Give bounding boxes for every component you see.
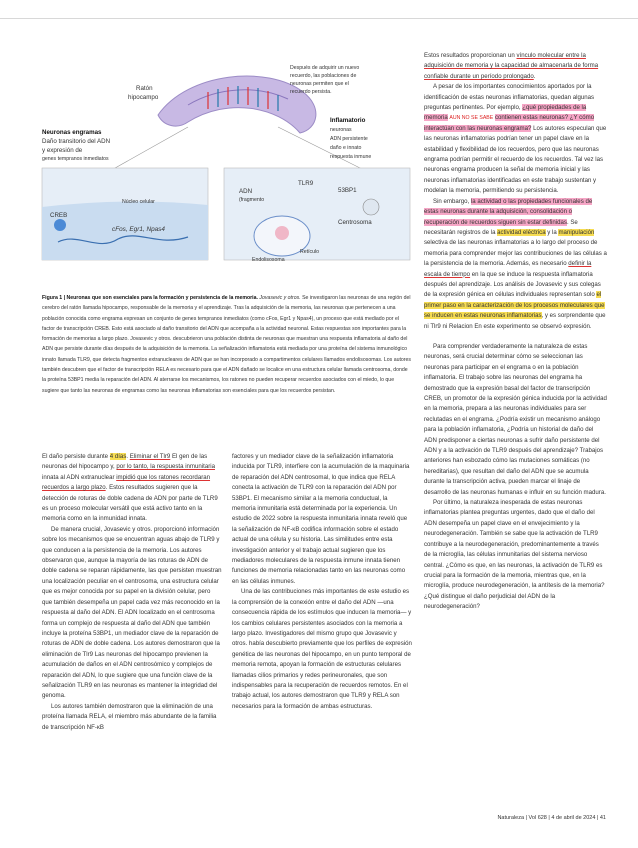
svg-text:recuerdo, las poblaciones de: recuerdo, las poblaciones de <box>290 73 357 79</box>
svg-text:Daño transitorio del ADN: Daño transitorio del ADN <box>42 138 111 145</box>
svg-text:y expresión de: y expresión de <box>42 147 83 154</box>
svg-text:Después de adquirir un nuevo: Después de adquirir un nuevo <box>290 65 360 71</box>
column-3: Estos resultados proporcionan un vínculo molecular entre la adquisición de memoria y la capacidad de almacenarla de forma confiable durante un período prolongado. A pesar de los importantes conocimientos aportados por la identificación de estas neuronas inflamatorias, quedan algunas preguntas pertinentes. Por ejemplo, ¿qué propiedades de la memoria AUN NO SE SABE contienen estas neuronas? ¿Y cómo interactúan con las neuronas engrama? Los autores especulan que las neuronas inflamatorias podrían tener un papel clave en la estabilidad y flexibilidad de los recuerdos, pero que las neuronas engrama podrían permitir el recuerdo de los recuerdos. Tal vez las neuronas engrama producen la señal de memoria inicial y las neuronas inflamatorias identificadas en este trabajo sustentan y modelan la memoria, permitiendo su persistencia. Sin embargo, la actividad o las propiedades funcionales de estas neuronas durante la adquisición, consolidación o recuperación de recuerdos siguen sin estar definidas. Se necesitarán registros de la actividad eléctrica y la manipulación selectiva de las neuronas inflamatorias a lo largo del proceso de memoria para comprender mejor las contribuciones de las células a la persistencia de la memoria. Además, es necesario definir la escala de tiempo en la que se induce la respuesta inflamatoria después del aprendizaje. Los análisis de Jovasevic y sus colegas de la expresión génica en células individuales representan solo el primer paso en la caracterización de los procesos moleculares que se inducen en estas neuronas inflamatorias, y es sorprendente que ni Tlr9 ni Relacion En este experimento se observó expresión. Para comprender verdaderamente la naturaleza de estas neuronas, será crucial determinar cómo se seleccionan las neuronas para participar en el engrama o en la población inflamatoria. El trabajo sobre las neuronas del engrama ha demostrado que la expresión basal del factor de transcripción CREB, un promotor de la expresión génica inducida por la actividad en la memoria, prepara a las neuronas individuales para ser reclutadas en el engrama. ¿Podría existir un mecanismo análogo para la población inflamatoria, ¿Podría un historial de daño del ADN predisponer a ciertas neuronas a sufrir daño persistente del ADN y a la activación de TLR9 después del aprendizaje? Trabajos anteriores han esbozado cómo las mutaciones somáticas (no hereditarias), que resultan del daño del ADN que se acumula durante la transcripción activa, pueden marcar el linaje de desarrollo de las neuronas humanas e influir en su función madura. Por último, la naturaleza inesperada de estas neuronas inflamatorias plantea preguntas urgentes, dado que el daño del ADN desempeña un papel clave en el envejecimiento y la neurodegeneración. También se sabe que la activación de TLR9 contribuye a la neurodegeneración, predominantemente a través de la microglía, las células inmunitarias del sistema nervioso central. ¿Cómo es que, en las neuronas, la activación de TLR9 es crucial para la formación de la memoria, mientras que, en la microglía, produce neurodegeneración, la antítesis de la memoria? ¿Qué distingue el daño perjudicial del ADN de la neurodegeneración? <box>424 52 607 611</box>
svg-text:Retículo: Retículo <box>300 249 320 255</box>
label-rat: Ratón <box>136 85 153 92</box>
dna-fragment-icon <box>275 226 289 240</box>
figure-1 <box>38 47 412 265</box>
svg-text:ADN: ADN <box>239 188 253 195</box>
centrosome-icon <box>363 199 379 215</box>
svg-text:neuronas: neuronas <box>330 127 352 133</box>
svg-text:genes tempranos inmediatos: genes tempranos inmediatos <box>42 156 109 162</box>
inflammatory-panel <box>224 168 410 260</box>
page-footer: Naturaleza | Vol 628 | 4 de abril de 2024 | 41 <box>497 815 606 821</box>
figure-caption: Figura 1 | Neuronas que son esenciales para la formación y persistencia de la memoria. Jovasevic y otros. Se investigaron las neuronas de una región del cerebro del ratón llamada hipocampo, responsable de la memoria y el aprendizaje. Tras la adquisición de la memoria, las neuronas que pertenecen a una población conocida como engrama expresan un conjunto de genes tempranos inmediatos (como cFos, Egr1 y Npas4), un proceso que está mediado por el factor de transcripción CREB. Esto está asociado al daño transitorio del ADN que acompaña a la actividad neuronal. Estas respuestas son importantes para la formación de memorias a largo plazo. Jovasevic y otros. descubrieron una población distinta de neuronas que muestran una respuesta inflamatoria al daño del ADN que persiste durante días después de la adquisición de la memoria. La señalización inflamatoria está mediada por una proteína del sistema inmunológico innato llamada TLR9, que detecta fragmentos extranucleares de ADN que se han incorporado a compartimentos celulares llamados endolisosomas. Los autores también descubren que el factor de transcripción RELA es necesario para que el ADN dañado se localice en una estructura celular llamada centrosoma, donde la proteína 53BP1 media la reparación del ADN. Al aterrarse los mecanismos, los ratones no pueden recuperar recuerdos asociados con el miedo, lo que sugiere que tanto las neuronas de engramas como las neuronas inflamatorias son esenciales para que los recuerdos persistan. <box>42 295 412 394</box>
svg-text:recuerdo persista.: recuerdo persista. <box>290 89 332 95</box>
svg-text:TLR9: TLR9 <box>298 180 314 187</box>
svg-text:ADN persistente: ADN persistente <box>330 136 368 142</box>
svg-text:cFos, Egr1, Npas4: cFos, Egr1, Npas4 <box>112 226 165 233</box>
svg-text:respuesta inmune: respuesta inmune <box>330 154 372 160</box>
svg-text:neuronas permiten que el: neuronas permiten que el <box>290 81 349 87</box>
svg-text:Núcleo celular: Núcleo celular <box>122 199 155 205</box>
svg-text:53BP1: 53BP1 <box>338 187 357 194</box>
label-hippocampus: hipocampo <box>128 94 159 101</box>
svg-text:Endolisosoma: Endolisosoma <box>252 257 285 263</box>
svg-text:Neuronas engramas: Neuronas engramas <box>42 129 102 136</box>
svg-text:Centrosoma: Centrosoma <box>338 219 372 226</box>
svg-text:CREB: CREB <box>50 212 68 219</box>
svg-text:Inflamatorio: Inflamatorio <box>330 117 366 124</box>
creb-icon <box>54 219 66 231</box>
svg-text:daño e innato: daño e innato <box>330 145 362 151</box>
top-rule <box>0 18 638 19</box>
column-2: factores y un mediador clave de la señalización inflamatoria inducida por TLR9, interfiere con la acumulación de la maquinaria de reparación del ADN centrosomal, lo que indica que RELA conecta la activación de TLR9 con la reparación del ADN por 53BP1. El mecanismo similar a la memoria conductual, la memoria inmunitaria está determinada por la experiencia. Un estudio de 2022 sobre la respuesta inmunitaria innata reveló que la señalización de NF-κB codifica información sobre el estado actual de una célula y su historia. Las similitudes entre esta investigación anterior y el trabajo actual sugieren que los mediadores moleculares de la respuesta inmune innata tienen funciones de memoria relacionadas tanto en las neuronas como en las células inmunes. Una de las contribuciones más importantes de este estudio es la comprensión de la conexión entre el daño del ADN —una consecuencia rápida de los estímulos que inducen la memoria— y los cambios celulares persistentes asociados con la memoria a largo plazo. Investigadores del mismo grupo que Jovasevic y otros. había descubierto previamente que los perfiles de expresión genética de las neuronas del hipocampo, en un punto temporal de memoria remota, apoyan la formación de estructuras celulares llamadas cilios primarios y redes perineuronales, que son indispensables para la recuperación de recuerdos remotos. En el trabajo actual, los autores demostraron que TLR9 y RELA son necesarios para la formación de ambas estructuras. <box>232 453 412 710</box>
svg-text:(fragmento: (fragmento <box>239 197 265 203</box>
figure-illustration <box>38 47 412 265</box>
column-1: El daño persiste durante 4 días. Eliminar el Tlr9 El gen de las neuronas del hipocampo y, por lo tanto, la respuesta inmunitaria innata al ADN extranuclear impidió que los ratones recordaran recuerdos a largo plazo. Estos resultados sugieren que la detección de roturas de doble cadena de ADN por parte de TLR9 es un proceso molecular versátil que está activo tanto en la memoria como en la inmunidad innata. De manera crucial, Jovasevic y otros. proporcionó información sobre los mecanismos que se encuentran aguas abajo de TLR9 y que conducen a la persistencia de la memoria. Los autores observaron que, aunque la mayoría de las roturas de ADN de doble cadena se reparan rápidamente, las que persisten muestran una localización peculiar en el centrosoma, una estructura celular que es mejor conocida por su papel en la división celular, pero que también desempeña un papel cada vez más reconocido en la respuesta al daño del ADN. El ADN localizado en el centrosoma forma un complejo de respuesta al daño del ADN que también incluye la proteína 53BP1, un mediador clave de la reparación de roturas de ADN de doble cadena. Los autores demostraron que la eliminación de Tlr9 Las neuronas del hipocampo previenen la acumulación de daños en el ADN centrosómico y complejos de reparación del ADN, lo que sugiere que una función clave de la señalización TLR9 en las neuronas es mantener la integridad del genoma. Los autores también demostraron que la eliminación de una proteína llamada RELA, el miembro más abundante de la familia de transcripción NF-κB <box>42 453 222 731</box>
